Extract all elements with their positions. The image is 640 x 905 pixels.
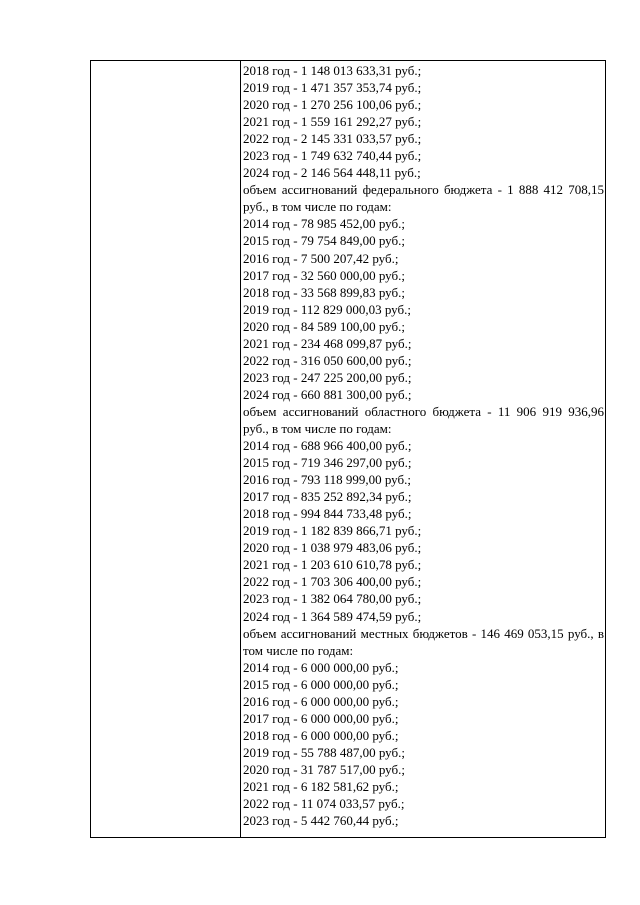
budget-year-line: 2020 год - 1 038 979 483,06 руб.; (243, 540, 422, 556)
budget-year-line: 2020 год - 84 589 100,00 руб.; (243, 318, 405, 334)
budget-year-line: 2020 год - 31 787 517,00 руб.; (243, 761, 405, 777)
budget-year-line: 2015 год - 79 754 849,00 руб.; (243, 233, 405, 249)
budget-year-line: 2016 год - 793 118 999,00 руб.; (243, 472, 411, 488)
budget-year-line: 2023 год - 1 382 064 780,00 руб.; (243, 591, 422, 607)
budget-year-line: 2023 год - 247 225 200,00 руб.; (243, 369, 412, 385)
budget-section-heading: объем ассигнований федерального бюджета - 1 888 412 708,15 руб., в том числе по годам: (243, 182, 604, 215)
budget-year-line: 2014 год - 688 966 400,00 руб.; (243, 438, 412, 454)
budget-year-line: 2019 год - 55 788 487,00 руб.; (243, 744, 405, 760)
budget-year-line: 2024 год - 660 881 300,00 руб.; (243, 386, 412, 402)
budget-year-line: 2022 год - 2 145 331 033,57 руб.; (243, 131, 422, 147)
budget-year-line: 2018 год - 6 000 000,00 руб.; (243, 727, 399, 743)
budget-year-line: 2018 год - 33 568 899,83 руб.; (243, 284, 405, 300)
budget-section-heading: объем ассигнований областного бюджета - 11 906 919 936,96 руб., в том числе по годам: (243, 403, 604, 436)
budget-year-line: 2021 год - 1 203 610 610,78 руб.; (243, 557, 422, 573)
funding-table (90, 60, 606, 838)
budget-year-line: 2018 год - 994 844 733,48 руб.; (243, 506, 412, 522)
budget-year-line: 2017 год - 6 000 000,00 руб.; (243, 710, 399, 726)
budget-year-line: 2019 год - 1 471 357 353,74 руб.; (243, 80, 422, 96)
budget-year-line: 2022 год - 316 050 600,00 руб.; (243, 352, 412, 368)
budget-year-line: 2021 год - 1 559 161 292,27 руб.; (243, 114, 422, 130)
budget-year-line: 2016 год - 7 500 207,42 руб.; (243, 250, 399, 266)
budget-year-line: 2021 год - 234 468 099,87 руб.; (243, 335, 412, 351)
budget-year-line: 2024 год - 1 364 589 474,59 руб.; (243, 608, 422, 624)
budget-year-line: 2022 год - 1 703 306 400,00 руб.; (243, 574, 422, 590)
budget-year-line: 2014 год - 6 000 000,00 руб.; (243, 659, 399, 675)
budget-year-line: 2023 год - 5 442 760,44 руб.; (243, 813, 399, 829)
budget-year-line: 2016 год - 6 000 000,00 руб.; (243, 693, 399, 709)
budget-year-line: 2019 год - 1 182 839 866,71 руб.; (243, 523, 422, 539)
budget-year-line: 2017 год - 835 252 892,34 руб.; (243, 489, 412, 505)
budget-year-line: 2015 год - 719 346 297,00 руб.; (243, 455, 412, 471)
budget-year-line: 2014 год - 78 985 452,00 руб.; (243, 216, 405, 232)
budget-year-line: 2019 год - 112 829 000,03 руб.; (243, 301, 411, 317)
budget-year-line: 2018 год - 1 148 013 633,31 руб.; (243, 63, 422, 78)
budget-year-line: 2024 год - 2 146 564 448,11 руб.; (243, 165, 421, 181)
budget-year-line: 2015 год - 6 000 000,00 руб.; (243, 676, 399, 692)
table-right-cell (241, 61, 605, 837)
budget-year-line: 2022 год - 11 074 033,57 руб.; (243, 796, 405, 812)
budget-year-line: 2017 год - 32 560 000,00 руб.; (243, 267, 405, 283)
budget-section-heading: объем ассигнований местных бюджетов - 146 469 053,15 руб., в том числе по годам: (243, 625, 604, 658)
table-left-cell (91, 61, 241, 837)
budget-year-line: 2023 год - 1 749 632 740,44 руб.; (243, 148, 422, 164)
budget-year-line: 2021 год - 6 182 581,62 руб.; (243, 778, 399, 794)
budget-year-line: 2020 год - 1 270 256 100,06 руб.; (243, 97, 422, 113)
